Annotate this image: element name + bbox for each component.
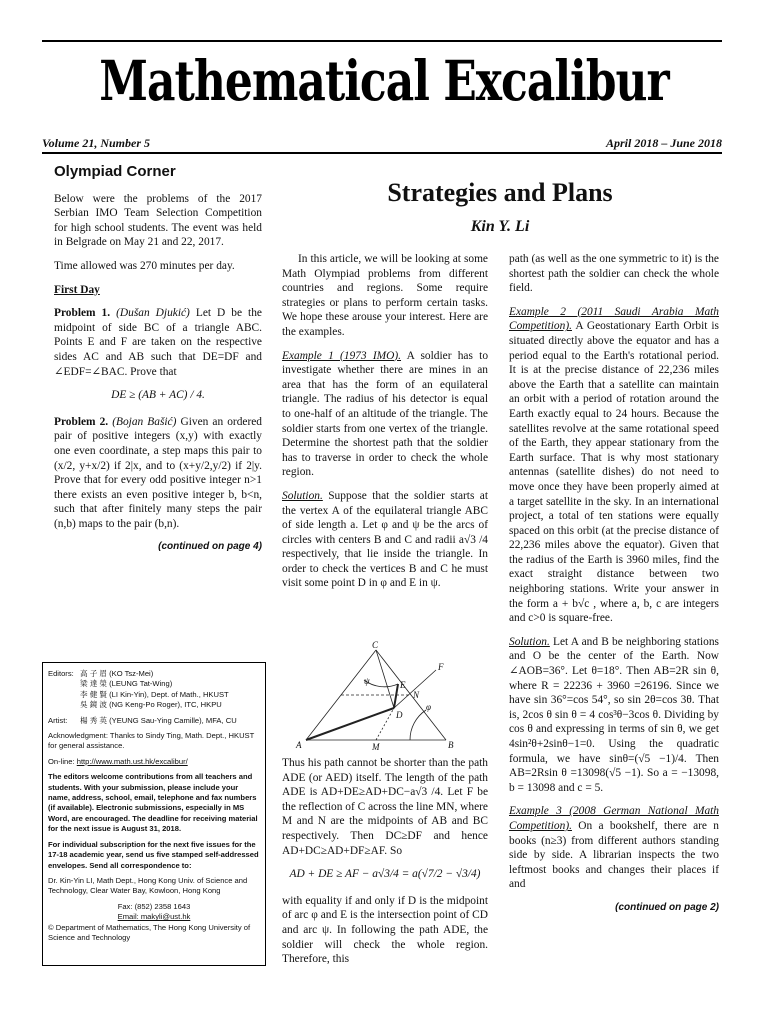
artist-name: 楊 秀 英 (YEUNG Sau-Ying Camille), MFA, CU	[80, 715, 237, 725]
editor-row	[48, 669, 260, 679]
artist-label: Artist:	[48, 715, 68, 725]
submission-note: The editors welcome contributions from all teachers and students. With your submission, please include your name, address, school, email, telephone and fax numbers (if available). Electronic submissions, especially in MS Word, are encouraged. The deadline for receiving material for the next issue is August 31, 2018.	[48, 772, 258, 834]
editors-label: Editors:	[48, 669, 74, 678]
problem-1-formula: DE ≥ (AB + AC) / 4.	[111, 389, 205, 402]
label-n: N	[413, 690, 420, 700]
example-1	[282, 349, 488, 480]
editor-row	[48, 690, 260, 700]
email-address[interactable]: Email: makyli@ust.hk	[117, 912, 191, 922]
problem-2-text: Given an ordered pair of positive integers (x,y) with exactly one even coordinate, a step maps this pair to (x/2, y+x/2) if 2|x, and to (x+y/2,y/2) if 2|y. Prove that for every odd positive integer n>1 there exists an even positive integer b, b<n, such that after finitely many steps the pair (n,b) maps to the pair (b,n).	[54, 415, 262, 530]
example-1-label: Example 1 (1973 IMO).	[282, 349, 402, 362]
editors-box	[42, 662, 266, 966]
editor-3: 李 健 賢 (LI Kin-Yin), Dept. of Math., HKUST	[80, 689, 229, 699]
olympiad-title: Olympiad Corner	[54, 163, 176, 180]
copyright: © Department of Mathematics, The Hong Kong University of Science and Technology	[48, 922, 251, 942]
problem-1	[54, 306, 262, 379]
example-3-label: Example 3 (2008 German National Math Competition).	[509, 805, 719, 832]
example-2	[509, 305, 719, 626]
olympiad-time: Time allowed was 270 minutes per day.	[54, 259, 235, 272]
article-intro: In this article, we will be looking at some Math Olympiad problems from different countries and regions. Some require strategies or plans to perform certain tasks. We hope these arouse your interest. Here are the examples.	[282, 253, 488, 338]
editor-4: 吳 鏡 波 (NG Keng-Po Roger), ITC, HKPU	[80, 700, 222, 710]
example-2-text: A Geostationary Earth Orbit is situated directly above the equator and has a period equal to the Earth's rotational period. It is at the precise distance of 22,236 miles above the Earth that a satellite can maintain an orbit with a period of rotation around the Earth exactly equal to 24 hours. Because the satellites revolve at the same rotational speed of the Earth, they appear stationary from the Earth surface. That is why most stationary antennas (satellite dishes) do not need to move once they have been properly aimed at a target satellite in the sky. In an international project, a total of ten stations were equally spaced on this orbit (at the precise distance of 22,236 miles above the equator). Given that the radius of the Earth is 3960 miles, find the exact straight distance between two neighboring stations. Write your answer in the form a + b√c , where a, b, c are integers and c>0 is square-free.	[509, 320, 719, 625]
editor-row	[48, 700, 260, 710]
online-label: On-line:	[48, 756, 75, 766]
editor-row	[48, 679, 260, 689]
article-column-2	[282, 252, 488, 600]
column-3-top: path (as well as the one symmetric to it) is the shortest path the soldier can check the whole field.	[509, 253, 719, 295]
after-figure-text: Thus his path cannot be shorter than the path ADE (or AED) itself. The length of the path ADE is AD+DE≥AD+DC−a√3 /4. Let F be the reflection of C across the line MN, where M and N are the midpoints of AB and BC respectively. Then DC≥DF and hence AD+DC≥AD+DF≥AF. So	[282, 757, 488, 857]
path-ad	[306, 708, 394, 740]
solution-1-text: Suppose that the soldier starts at the vertex A of the equilateral triangle ABC of side length a. Let φ and ψ be the arcs of circles with centers B and C and radii a√3 /4 respectively, that lie inside the triangle. In order to check the vertices B and C he must visit some point D in φ and E in ψ.	[282, 489, 488, 590]
example-3-text: On a bookshelf, there are n books (n≥3) from different authors standing side by side. A librarian inspects the two leftmost books and changes their places if and	[509, 819, 719, 891]
example-1-text: A soldier has to investigate whether there are mines in an area that has the form of an equilateral triangle. The radius of his detector is equal to one-half of an altitude of the triangle. The soldier starts from one vertex of the triangle. Determine the shortest path that the soldier has to traverse in order to check the whole region.	[282, 349, 489, 479]
label-b: B	[448, 740, 454, 750]
problem-1-author: (Dušan Djukić)	[116, 307, 190, 320]
label-a: A	[296, 740, 302, 750]
acknowledgment: Acknowledgment: Thanks to Sindy Ting, Math. Dept., HKUST for general assistance.	[48, 731, 255, 751]
article-column-3	[509, 252, 719, 916]
continued-page-4: (continued on page 4)	[158, 541, 262, 553]
online-row	[48, 757, 260, 767]
top-rule	[42, 40, 722, 42]
solution-1-label: Solution.	[282, 489, 323, 502]
label-c: C	[372, 640, 379, 650]
problem-1-label: Problem 1.	[54, 307, 111, 320]
label-m: M	[372, 742, 380, 752]
subscription-note: For individual subscription for the next five issues for the 17-18 academic year, send us five stamped self-addressed envelopes. Send all correspondence to:	[48, 839, 259, 870]
online-link[interactable]: http://www.math.ust.hk/excalibur/	[76, 756, 188, 766]
triangle-diagram	[286, 640, 476, 752]
issue-date: April 2018 – June 2018	[605, 136, 722, 150]
solution-2-label: Solution.	[509, 635, 550, 648]
example-3	[509, 804, 719, 892]
editor-2: 梁 達 榮 (LEUNG Tat-Wing)	[80, 679, 173, 689]
artist-row	[48, 716, 260, 726]
solution-2	[509, 635, 719, 796]
label-f: F	[438, 662, 444, 672]
editor-1: 高 子 眉 (KO Tsz-Mei)	[80, 669, 154, 678]
problem-2-label: Problem 2.	[54, 415, 109, 428]
olympiad-corner	[54, 165, 262, 555]
label-e: E	[400, 680, 406, 690]
arc-phi	[410, 710, 426, 740]
label-phi: φ	[426, 702, 431, 712]
path-length-formula: AD + DE ≥ AF − a√3/4 = a(√7/2 − √3/4)	[289, 868, 481, 881]
masthead-title: Mathematical Excalibur	[99, 50, 669, 114]
olympiad-intro: Below were the problems of the 2017 Serbian IMO Team Selection Competition for high school students. The event was held in Belgrade on May 21 and 22, 2017.	[54, 192, 262, 249]
example-2-label: Example 2 (2011 Saudi Arabia Math Competition).	[509, 305, 719, 333]
problem-2	[54, 415, 262, 532]
article-author: Kin Y. Li	[470, 218, 530, 235]
first-day-heading: First Day	[54, 283, 100, 296]
after-formula-text: with equality if and only if D is the midpoint of arc φ and E is the intersection point of CD and arc ψ. In following the path ADE, the soldier will check the whole region. Therefore, this	[282, 894, 488, 966]
fax-number: Fax: (852) 2358 1643	[117, 901, 191, 911]
problem-1-text: Let D be the midpoint of side BC of a triangle ABC. Points E and F are taken on the respective sides AC and AB such that DE=DF and ∠EDF=∠BAC. Prove that	[54, 307, 262, 378]
continued-page-2: (continued on page 2)	[615, 901, 719, 913]
solution-1	[282, 489, 488, 591]
mailing-address: Dr. Kin-Yin LI, Math Dept., Hong Kong Univ. of Science and Technology, Clear Water Bay, Kowloon, Hong Kong	[48, 875, 248, 896]
label-psi: ψ	[364, 676, 370, 686]
article-title: Strategies and Plans	[387, 178, 613, 207]
issue-volume: Volume 21, Number 5	[42, 136, 151, 150]
article-column-2-lower	[282, 756, 488, 976]
problem-2-author: (Bojan Bašić)	[112, 415, 177, 428]
label-d: D	[396, 710, 403, 720]
segment-cd	[376, 650, 394, 708]
solution-2-text: Let A and B be neighboring stations and O be the center of the Earth. Now ∠AOB=36°. Let θ=18°. Then AB=2R sin θ, where R = 22236 + 3960 =26196. Since we have sin 36°=cos 54°, so sin 2θ=cos 3θ. That is, 2cos θ sin θ = 4 cos³θ−3cos θ. Dividing by cos θ and expressing in terms of sin θ, we get 4sin²θ+2sinθ−1=0. Using the quadratic formula, we have sinθ=(√5 −1)/4. Then AB=2Rsin θ =13098(√5 −1). So a = −13098, b = 13098 and c = 5.	[509, 635, 719, 794]
masthead-rule	[42, 152, 722, 154]
